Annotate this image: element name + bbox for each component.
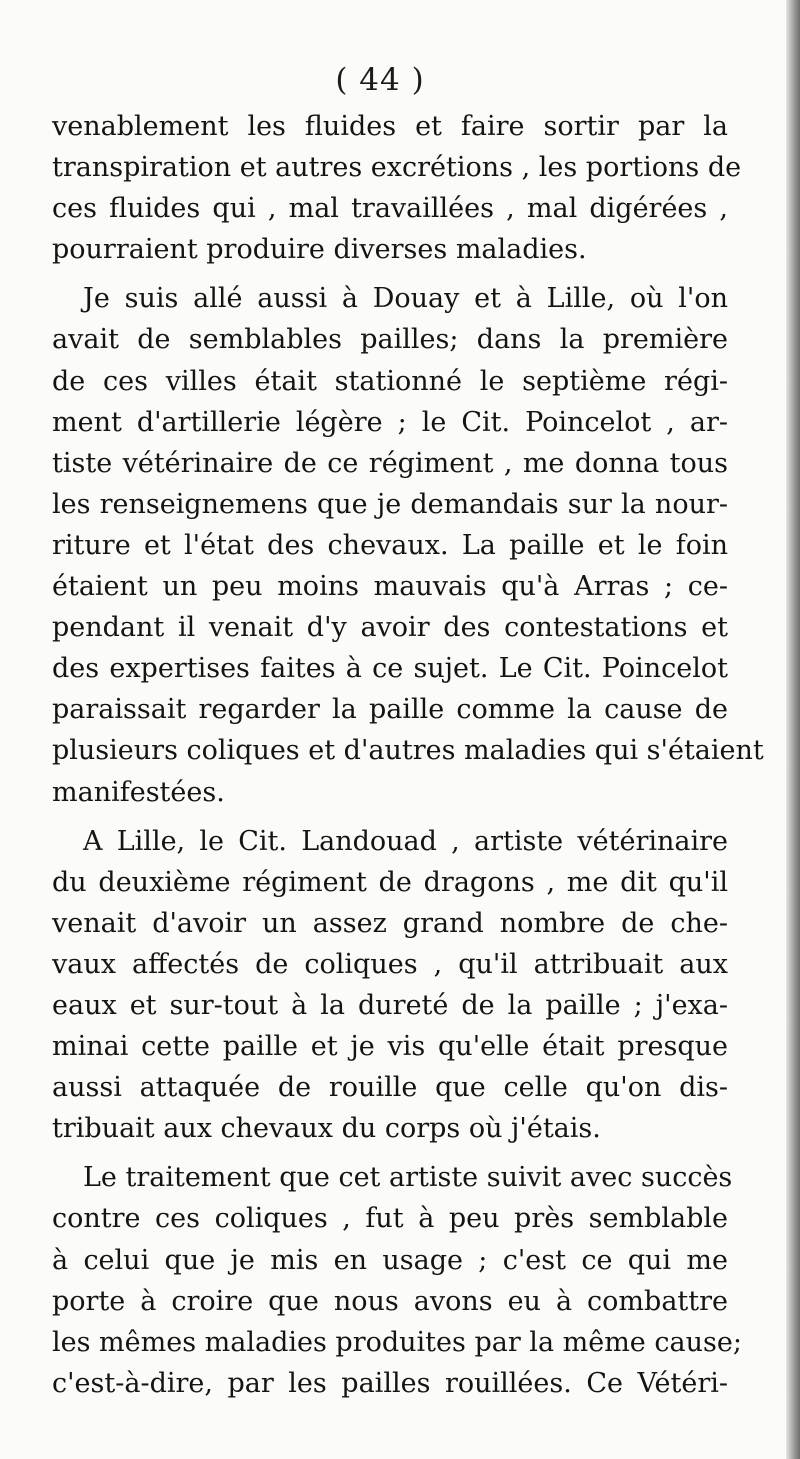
page-edge-shadow	[786, 0, 800, 1459]
text-line: plusieurs coliques et d'autres maladies qui s'étaient	[52, 735, 764, 767]
text-line: de ces villes était stationné le septième régi-	[52, 365, 728, 397]
text-line: venablement les fluides et faire sortir par la	[52, 111, 728, 142]
text-line: Le traitement que cet artiste suivit avec succès	[83, 1162, 733, 1194]
text-line: eaux et sur-tout à la dureté de la paille ; j'exa-	[52, 989, 728, 1021]
text-line: c'est-à-dire, par les pailles rouillées. Ce Vétéri-	[52, 1367, 728, 1399]
text-line: transpiration et autres excrétions , les portions de	[52, 152, 742, 184]
text-line: les renseignemens que je demandais sur la nour-	[52, 488, 728, 520]
body-text	[52, 106, 764, 1404]
text-line: Je suis allé aussi à Douay et à Lille, où l'on	[83, 283, 728, 315]
text-line: venait d'avoir un assez grand nombre de che-	[52, 907, 728, 939]
text-line: du deuxième régiment de dragons , me dit qu'il	[52, 866, 728, 898]
text-line: minai cette paille et je vis qu'elle était presque	[52, 1031, 728, 1063]
text-line: porte à croire que nous avons eu à combattre	[52, 1285, 728, 1317]
text-line: les mêmes maladies produites par la même cause;	[52, 1326, 742, 1358]
text-line: A Lille, le Cit. Landouad , artiste vétérinaire	[83, 825, 728, 857]
text-line: pourraient produire diverses maladies.	[52, 234, 587, 266]
text-line: paraissait regarder la paille comme la cause de	[52, 694, 728, 726]
text-line: manifestées.	[52, 776, 225, 808]
paragraph-gap	[52, 1149, 728, 1157]
page-number: ( 44 )	[335, 62, 425, 98]
text-line: vaux affectés de coliques , qu'il attribuait aux	[52, 948, 728, 980]
text-line: pendant il venait d'y avoir des contestations et	[52, 612, 728, 644]
text-line: aussi attaquée de rouille que celle qu'on dis-	[52, 1072, 728, 1104]
paragraph-gap	[52, 270, 728, 278]
text-line: riture et l'état des chevaux. La paille et le foin	[52, 529, 728, 561]
text-line: à celui que je mis en usage ; c'est ce qui me	[52, 1244, 728, 1276]
text-line: ment d'artillerie légère ; le Cit. Poincelot , ar-	[52, 406, 728, 438]
text-line: tribuait aux chevaux du corps où j'étais.	[52, 1113, 601, 1145]
text-line: ces fluides qui , mal travaillées , mal digérées ,	[52, 193, 728, 225]
text-line: avait de semblables pailles; dans la première	[52, 324, 728, 356]
text-line: tiste vétérinaire de ce régiment , me donna tous	[52, 447, 728, 479]
text-line: des expertises faites à ce sujet. Le Cit. Poincelot	[52, 653, 728, 685]
text-line: étaient un peu moins mauvais qu'à Arras ; ce-	[52, 571, 728, 603]
paragraph-gap	[52, 813, 728, 821]
text-line: contre ces coliques , fut à peu près semblable	[52, 1203, 728, 1235]
